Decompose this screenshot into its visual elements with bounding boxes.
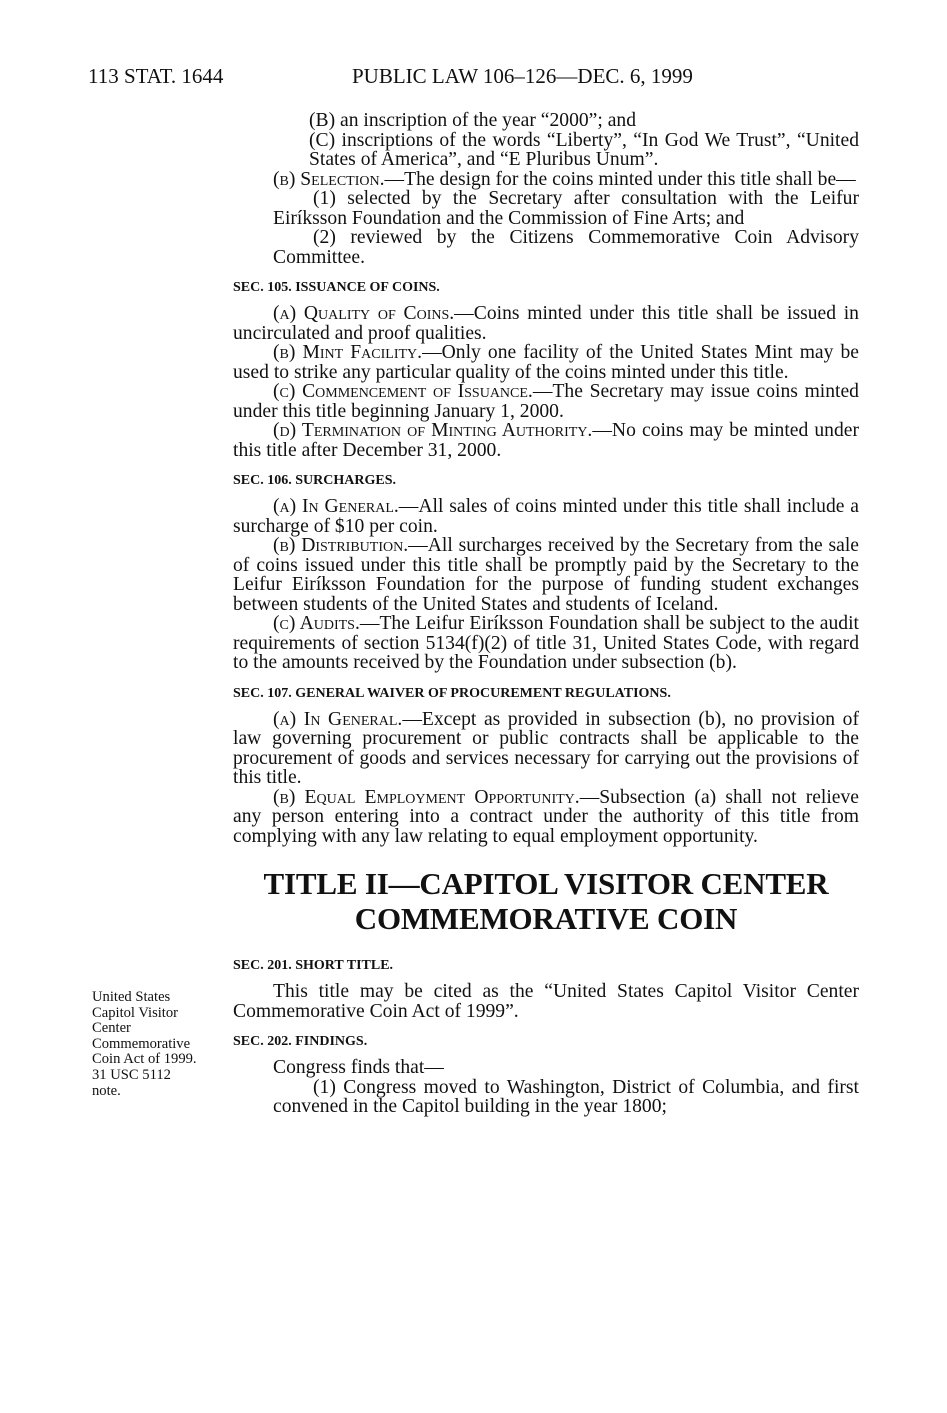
subsection-heading: (a) In General. [273,496,399,517]
title-line-1: TITLE II—CAPITOL VISITOR CENTER [263,866,829,901]
margin-note-line: 31 USC 5112 [92,1066,171,1083]
section-heading-107: SEC. 107. GENERAL WAIVER OF PROCUREMENT REGULATIONS. [233,685,671,701]
subsection-a-in-general: (a) In General.—All sales of coins minted under this title shall include a surcharge of $10 per coin. [233,496,860,537]
margin-note-line: Center [92,1020,131,1037]
subsection-heading: (b) Distribution. [273,535,409,556]
subsection-c-audits: (c) Audits.—The Leifur Eiríksson Foundation shall be subject to the audit requirements of section 5134(f)(2) of title 31, United States Code, with regard to the amounts received by the Foundation under subsection (b). [233,613,859,673]
subsection-heading: (d) Termination of Minting Authority. [273,420,593,441]
margin-note-line: Commemorative [92,1035,191,1052]
subsection-b-selection: (b) Selection.—The design for the coins minted under this title shall be— [273,168,856,190]
subsection-heading: (c) Audits. [273,613,360,634]
subsection-heading: (b) Selection. [273,168,385,190]
title-heading [233,866,859,936]
section-heading-105: SEC. 105. ISSUANCE OF COINS. [233,280,440,295]
subsection-b-mint-facility: (b) Mint Facility.—Only one facility of the United States Mint may be used to strike any particular quality of the coins minted under this title. [233,342,859,383]
statute-citation: 113 STAT. 1644 [88,64,224,88]
margin-note [92,990,222,1099]
subsection-heading: (a) Quality of Coins. [273,303,455,324]
section-heading-202: SEC. 202. FINDINGS. [233,1034,368,1049]
subsection-a-general-waiver: (a) In General.—Except as provided in subsection (b), no provision of law governing procurement or public contracts shall be applicable to the procurement of goods and services necessary for carrying out the provisions of this title. [233,708,859,788]
subsection-heading: (c) Commencement of Issuance. [273,381,533,402]
subsection-c-commencement: (c) Commencement of Issuance.—The Secretary may issue coins minted under this title beginning January 1, 2000. [233,381,859,422]
clause-c-inscriptions: (C) inscriptions of the words “Liberty”, “In God We Trust”, “United States of America”, and “E Pluribus Unum”. [309,129,859,170]
public-law-heading: PUBLIC LAW 106–126—DEC. 6, 1999 [352,64,693,88]
subsection-d-termination: (d) Termination of Minting Authority.—No coins may be minted under this title after December 31, 2000. [233,420,859,461]
subsection-heading: (a) In General. [273,708,403,730]
paragraph-1-selected: (1) selected by the Secretary after consultation with the Leifur Eiríksson Foundation and the Commission of Fine Arts; and [273,188,859,229]
subsection-heading: (b) Equal Employment Opportunity. [273,786,580,808]
margin-note-line: note. [92,1082,121,1099]
paragraph-2-reviewed: (2) reviewed by the Citizens Commemorative Coin Advisory Committee. [273,227,859,268]
title-line-2: COMMEMORATIVE COIN [354,901,738,936]
findings-intro: Congress finds that— [273,1057,444,1078]
clause-b-inscription-year: (B) an inscription of the year “2000”; and [309,110,636,131]
margin-note-line: United States [92,989,171,1005]
section-heading-106: SEC. 106. SURCHARGES. [233,473,396,488]
margin-note-line: Coin Act of 1999. [92,1051,197,1068]
short-title-text: This title may be cited as the “United States Capitol Visitor Center Commemorative Coin Act of 1999”. [233,981,859,1022]
subsection-b-distribution: (b) Distribution.—All surcharges received by the Secretary from the sale of coins issued under this title shall be promptly paid by the Secretary to the Leifur Eiríksson Foundation for the purpose of funding student exchanges between students of the United States and students of Iceland. [233,535,860,615]
finding-1: (1) Congress moved to Washington, District of Columbia, and first convened in the Capitol building in the year 1800; [273,1076,859,1117]
page-header [88,64,859,92]
section-heading-201: SEC. 201. SHORT TITLE. [233,958,394,973]
subsection-b-equal-employment: (b) Equal Employment Opportunity.—Subsection (a) shall not relieve any person entering into a contract under the authority of this title from complying with any law relating to equal employment opportunity. [233,786,859,847]
subsection-heading: (b) Mint Facility. [273,342,423,363]
subsection-a-quality: (a) Quality of Coins.—Coins minted under this title shall be issued in uncirculated and proof qualities. [233,303,859,344]
margin-note-line: Capitol Visitor [92,1004,179,1021]
document-body [233,111,859,1117]
